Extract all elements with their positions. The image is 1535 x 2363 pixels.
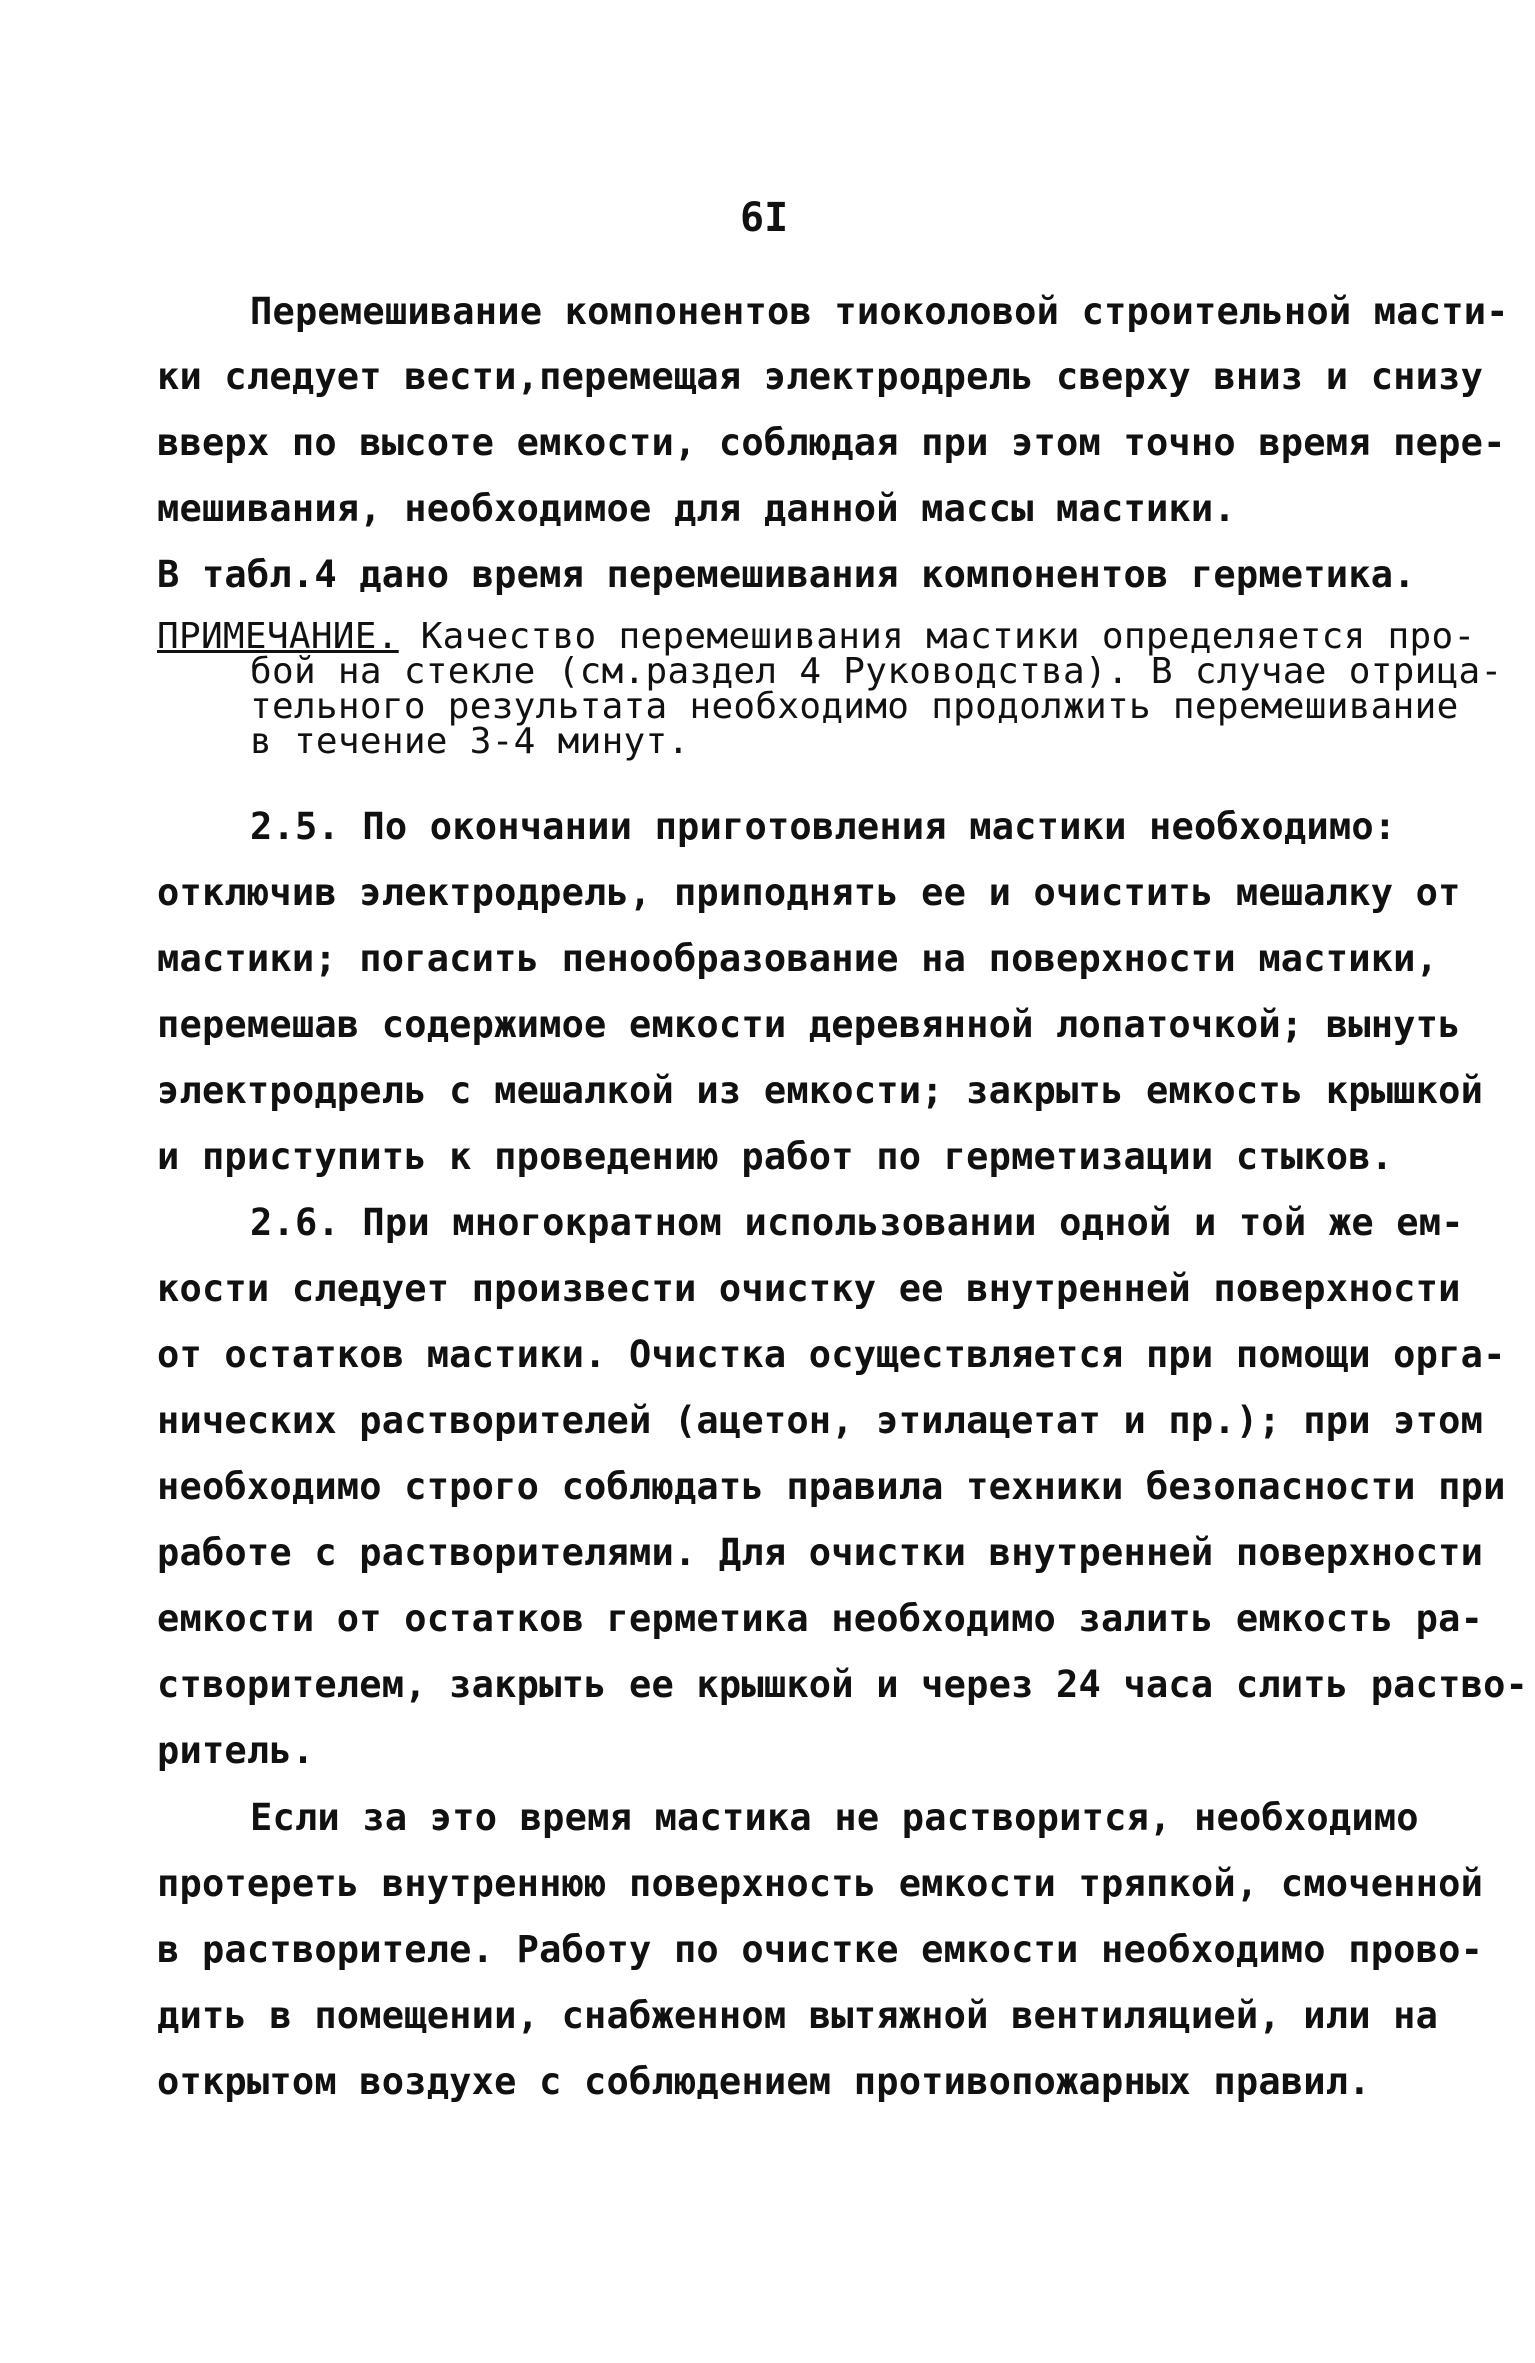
paragraph-line: отключив электродрель, приподнять ее и очистить мешалку от: [157, 871, 1461, 914]
paragraph-line: ки следует вести,перемещая электродрель сверху вниз и снизу: [157, 355, 1484, 398]
paragraph-line: ритель.: [157, 1729, 315, 1772]
paragraph-line: 2.5. По окончании приготовления мастики необходимо:: [250, 805, 1397, 848]
paragraph-line: вверх по высоте емкости, соблюдая при этом точно время пере-: [157, 421, 1506, 464]
note-text: Качество перемешивания мастики определяется про-: [398, 616, 1476, 657]
paragraph-line: дить в помещении, снабженном вытяжной вентиляцией, или на: [157, 1994, 1439, 2037]
paragraph-line: и приступить к проведению работ по герметизации стыков.: [157, 1135, 1394, 1178]
paragraph-line: перемешав содержимое емкости деревянной лопаточкой; вынуть: [157, 1003, 1461, 1046]
paragraph-line: необходимо строго соблюдать правила техники безопасности при: [157, 1465, 1506, 1508]
paragraph-line: 2.6. При многократном использовании одной и той же ем-: [250, 1201, 1464, 1244]
paragraph-line: кости следует произвести очистку ее внутренней поверхности: [157, 1267, 1461, 1310]
paragraph-line: мастики; погасить пенообразование на поверхности мастики,: [157, 937, 1439, 980]
note-line: бой на стекле (см.раздел 4 Руководства). В случае отрица-: [250, 651, 1503, 692]
paragraph-line: створителем, закрыть ее крышкой и через 24 часа слить раство-: [157, 1663, 1529, 1706]
paragraph-line: емкости от остатков герметика необходимо залить емкость ра-: [157, 1597, 1484, 1640]
paragraph-line: в растворителе. Работу по очистке емкости необходимо прово-: [157, 1928, 1484, 1971]
note-line: тельного результата необходимо продолжить перемешивание: [250, 686, 1459, 727]
note-line: в течение 3-4 минут.: [250, 721, 690, 762]
note-first-line: [157, 616, 1476, 657]
paragraph-line: работе с растворителями. Для очистки внутренней поверхности: [157, 1531, 1484, 1574]
paragraph-line: Если за это время мастика не растворится, необходимо: [250, 1796, 1419, 1839]
paragraph-line: электродрель с мешалкой из емкости; закрыть емкость крышкой: [157, 1069, 1484, 1112]
paragraph-line: мешивания, необходимое для данной массы мастики.: [157, 487, 1236, 530]
note-label: ПРИМЕЧАНИЕ.: [157, 616, 399, 657]
paragraph-line: от остатков мастики. Очистка осуществляется при помощи орга-: [157, 1333, 1506, 1376]
paragraph-line: Перемешивание компонентов тиоколовой строительной масти-: [250, 290, 1509, 333]
table-reference: В табл.4 дано время перемешивания компонентов герметика.: [157, 553, 1416, 596]
paragraph-line: открытом воздухе с соблюдением противопожарных правил.: [157, 2060, 1371, 2103]
paragraph-line: протереть внутреннюю поверхность емкости тряпкой, смоченной: [157, 1862, 1484, 1905]
paragraph-line: нических растворителей (ацетон, этилацетат и пр.); при этом: [157, 1399, 1484, 1442]
page-number: 6I: [740, 195, 789, 241]
